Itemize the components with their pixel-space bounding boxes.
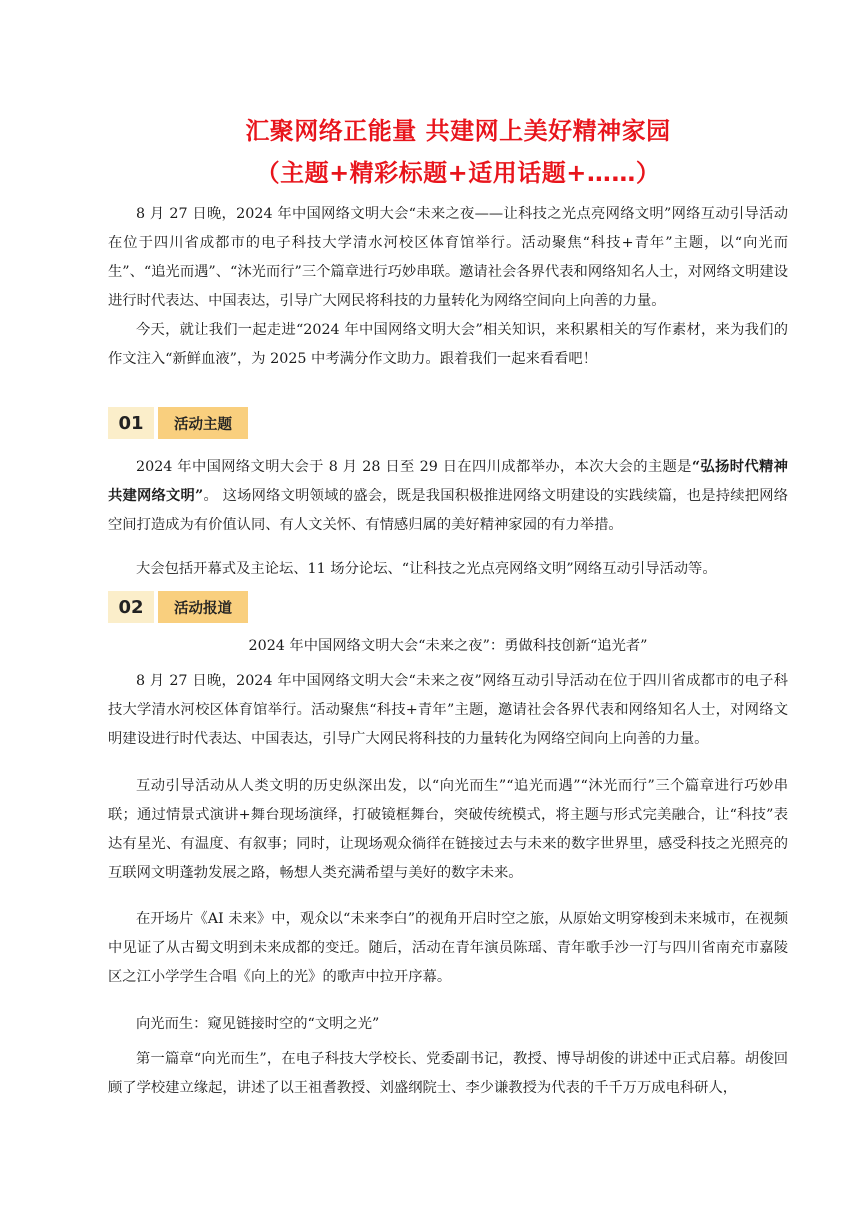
report-paragraph-3: 在开场片《AI 未来》中，观众以“未来李白”的视角开启时空之旅，从原始文明穿梭到未来城市，在视频中见证了从古蜀文明到未来成都的变迁。随后，活动在青年演员陈瑶、青年歌手沙一汀与四川省南充市嘉陵区之江小学学生合唱《向上的光》的歌声中拉开序幕。	[108, 911, 788, 985]
document-title: 汇聚网络正能量 共建网上美好精神家园	[245, 117, 671, 145]
theme-paragraph	[108, 453, 788, 540]
report-paragraph-5: 第一篇章“向光而生”，在电子科技大学校长、党委副书记，教授、博导胡俊的讲述中正式启幕。胡俊回顾了学校建立缘起，讲述了以王祖耆教授、刘盛纲院士、李少谦教授为代表的千千万万成电科研人，	[108, 1051, 788, 1096]
report-subheading: 2024 年中国网络文明大会“未来之夜”：勇做科技创新“追光者”	[248, 638, 648, 654]
intro-paragraph-2: 今天，就让我们一起走进“2024 年中国网络文明大会”相关知识，来积累相关的写作素材，来为我们的作文注入“新鲜血液”，为 2025 中考满分作文助力。跟着我们一起来看看吧！	[108, 322, 788, 367]
report-paragraph-2: 互动引导活动从人类文明的历史纵深出发，以“向光而生”“追光而遇”“沐光而行”三个篇章进行巧妙串联；通过情景式演讲+舞台现场演绎，打破镜框舞台，突破传统模式，将主题与形式完美融合，让“科技”表达有星光、有温度、有叙事；同时，让现场观众徜徉在链接过去与未来的数字世界里，感受科技之光照亮的互联网文明蓬勃发展之路，畅想人类充满希望与美好的数字未来。	[108, 778, 788, 881]
report-paragraph-4: 向光而生：窥见链接时空的“文明之光”	[136, 1016, 380, 1032]
section-number: 02	[108, 591, 154, 623]
theme-text-before: 2024 年中国网络文明大会于 8 月 28 日至 29 日在四川成都举办，本次大会的主题是	[136, 459, 692, 475]
theme-paragraph-2: 大会包括开幕式及主论坛、11 场分论坛、“让科技之光点亮网络文明”网络互动引导活动等。	[136, 561, 717, 577]
section-label: 活动主题	[158, 407, 248, 439]
section-label: 活动报道	[158, 591, 248, 623]
section-tag-report	[108, 591, 248, 623]
section-number: 01	[108, 407, 154, 439]
theme-slogan: “弘扬时代精神 共建网络文明”	[108, 459, 788, 504]
section-tag-theme	[108, 407, 248, 439]
intro-paragraph-1: 8 月 27 日晚，2024 年中国网络文明大会“未来之夜——让科技之光点亮网络文明”网络互动引导活动在位于四川省成都市的电子科技大学清水河校区体育馆举行。活动聚焦“科技+青年”主题，以“向光而生”、“追光而遇”、“沐光而行”三个篇章进行巧妙串联。邀请社会各界代表和网络知名人士，对网络文明建设进行时代表达、中国表达，引导广大网民将科技的力量转化为网络空间向上向善的力量。	[108, 206, 788, 309]
theme-text-after: 。 这场网络文明领域的盛会，既是我国积极推进网络文明建设的实践续篇，也是持续把网络空间打造成为有价值认同、有人文关怀、有情感归属的美好精神家园的有力举措。	[108, 488, 788, 533]
report-paragraph-1: 8 月 27 日晚，2024 年中国网络文明大会“未来之夜”网络互动引导活动在位于四川省成都市的电子科技大学清水河校区体育馆举行。活动聚焦“科技+青年”主题，邀请社会各界代表和网络知名人士，对网络文明建设进行时代表达、中国表达，引导广大网民将科技的力量转化为网络空间向上向善的力量。	[108, 673, 788, 747]
document-subtitle: （主题+精彩标题+适用话题+……）	[255, 159, 661, 187]
